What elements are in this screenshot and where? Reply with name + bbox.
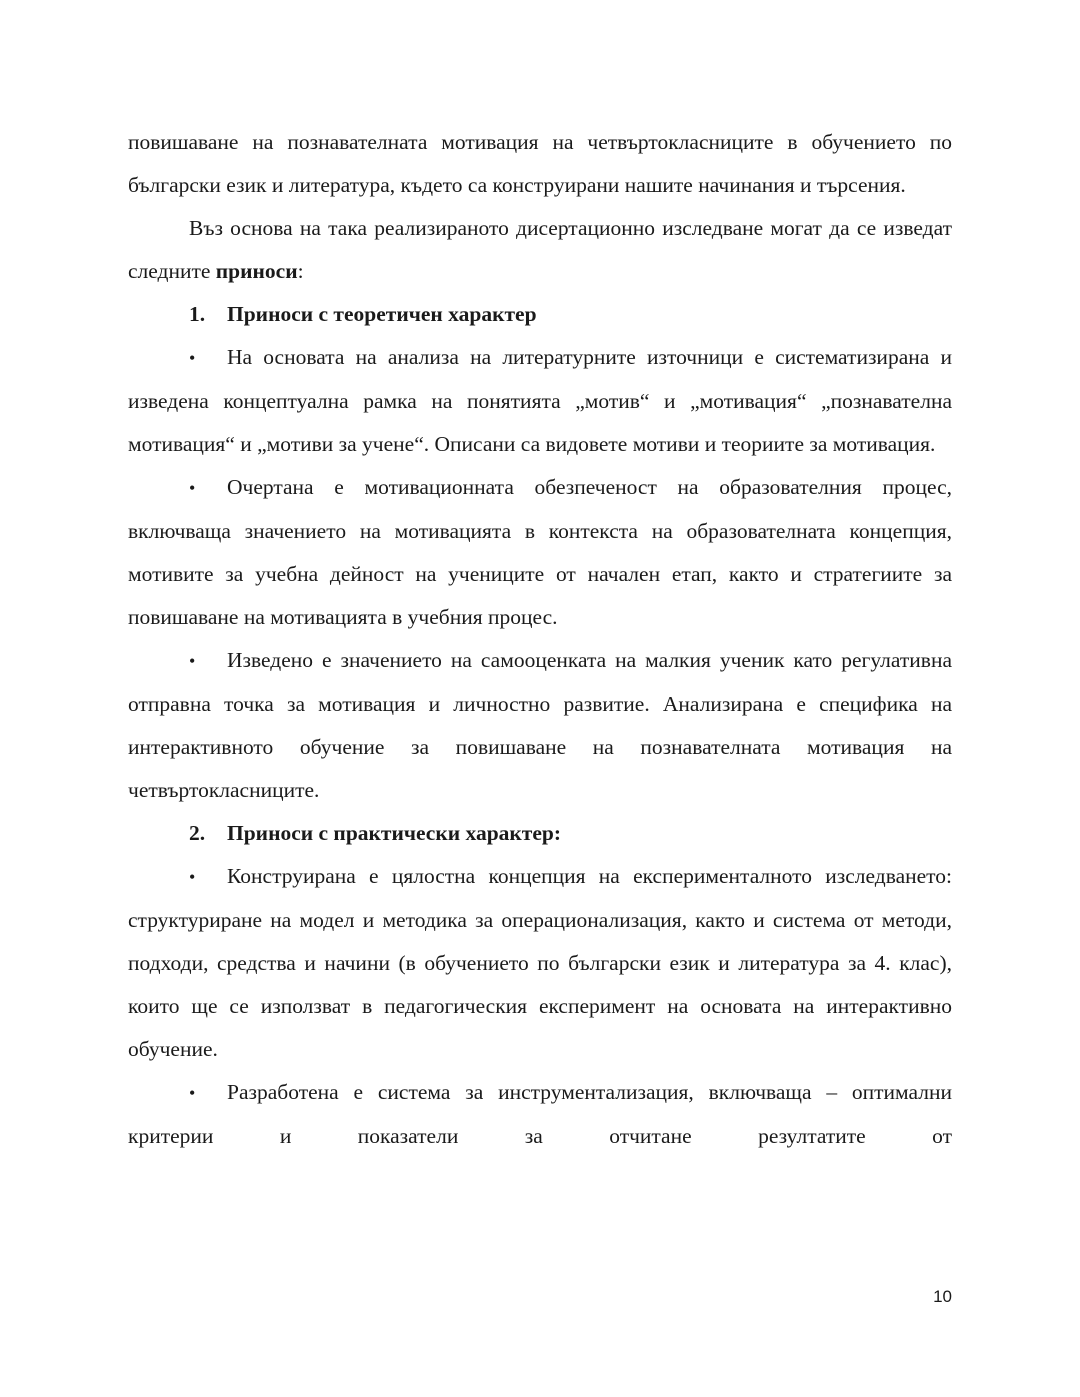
document-body xyxy=(128,121,952,1158)
section-number: 1. xyxy=(189,302,206,326)
contributions-lead-colon: : xyxy=(297,259,304,283)
list-item-text: Очертана е мотивационната обезпеченост на образователния процес, включваща значението на мотивацията в контекста на образователната концепция, мотивите за учебна дейност на учениците от начален етап, както и стратегиите за повишаване на мотивацията в учебния процес. xyxy=(128,475,952,629)
list-item-text: Разработена е система за инструментализация, включваща – оптимални критерии и показатели за отчитане резултатите от xyxy=(128,1080,952,1148)
page-number: 10 xyxy=(933,1287,952,1306)
section-heading-practical xyxy=(128,812,952,855)
list-item xyxy=(128,639,952,812)
contributions-lead-paragraph xyxy=(128,207,952,293)
list-item xyxy=(128,855,952,1071)
list-item-text: На основата на анализа на литературните източници е систематизирана и изведена концептуална рамка на понятията „мотив“ и „мотивация“ „познавателна мотивация“ и „мотиви за учене“. Описани са видовете мотиви и теориите за мотивация. xyxy=(128,345,952,456)
bullet-icon: • xyxy=(189,348,196,368)
list-item-text: Конструирана е цялостна концепция на експерименталното изследването: структуриране на модел и методика за операционализация, както и система от методи, подходи, средства и начини (в обучението по български език и литература за 4. клас), които ще се използват в педагогическия експеримент на основата на интерактивно обучение. xyxy=(128,864,952,1061)
contributions-lead-bold: приноси xyxy=(215,259,298,283)
section-heading-theoretical xyxy=(128,293,952,336)
bullet-icon: • xyxy=(189,651,196,671)
bullet-icon: • xyxy=(189,1083,196,1103)
intro-paragraph: повишаване на познавателната мотивация на четвъртокласниците в обучението по български език и литература, където са конструирани нашите начинания и търсения. xyxy=(128,130,952,197)
contributions-lead-text: Въз основа на така реализираното дисертационно изследване могат да се изведат следните xyxy=(128,216,952,283)
section-title: Приноси с практически характер: xyxy=(227,821,562,845)
list-item xyxy=(128,466,952,639)
section-title: Приноси с теоретичен характер xyxy=(227,302,537,326)
list-item-text: Изведено е значението на самооценката на малкия ученик като регулативна отправна точка за мотивация и личностно развитие. Анализирана е специфика на интерактивното обучение за повишаване на познавателната мотивация на четвъртокласниците. xyxy=(128,648,952,802)
section-number: 2. xyxy=(189,821,206,845)
bullet-icon: • xyxy=(189,478,196,498)
bullet-icon: • xyxy=(189,867,196,887)
list-item xyxy=(128,1071,952,1158)
list-item xyxy=(128,336,952,466)
